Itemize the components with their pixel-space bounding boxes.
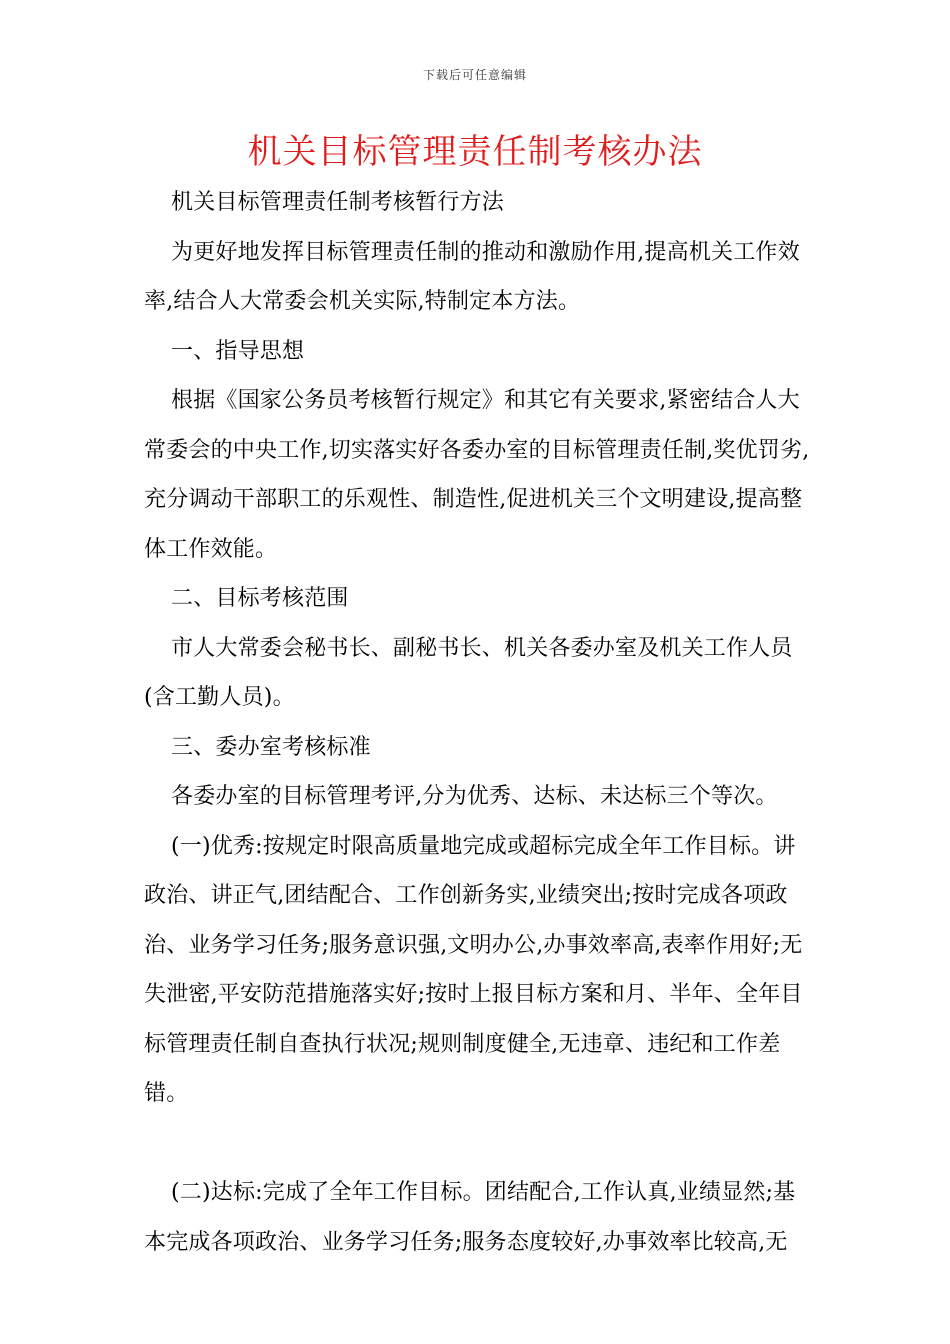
section-heading-3: 三、委办室考核标准 (171, 734, 371, 760)
section-heading-2: 二、目标考核范围 (171, 586, 349, 611)
section-3-paragraph: 各委办室的目标管理考评,分为优秀、达标、未达标三个等次。 (171, 784, 778, 809)
section-2-paragraph: 市人大常委会秘书长、副秘书长、机关各委办室及机关工作人员(含工勤人员)。 (144, 635, 793, 710)
section-1-paragraph: 根据《国家公务员考核暂行规定》和其它有关要求,紧密结合人大常委会的中央工作,切实落实好各委办室的目标管理责任制,奖优罚劣,充分调动干部职工的乐观性、制造性,促进机关三个文明建设,提高整体工作效能。 (144, 388, 810, 562)
paragraph-spacer (144, 1119, 812, 1169)
intro-paragraph: 为更好地发挥目标管理责任制的推动和激励作用,提高机关工作效率,结合人大常委会机关实际,特制定本方法。 (144, 239, 800, 314)
standard-criteria-paragraph: (二)达标:完成了全年工作目标。团结配合,工作认真,业绩显然;基本完成各项政治、业务学习任务;服务态度较好,办事效率比较高,无 (144, 1180, 796, 1255)
subtitle-paragraph: 机关目标管理责任制考核暂行方法 (171, 190, 505, 215)
section-heading-1: 一、指导思想 (171, 338, 305, 364)
excellent-criteria-paragraph: (一)优秀:按规定时限高质量地完成或超标完成全年工作目标。讲政治、讲正气,团结配合、工作创新务实,业绩突出;按时完成各项政治、业务学习任务;服务意识强,文明办公,办事效率高,表率作用好;无失泄密,平安防范措施落实好;按时上报目标方案和月、半年、全年目标管理责任制自查执行状况;规则制度健全,无违章、违纪和工作差错。 (144, 833, 803, 1106)
header-note: 下载后可任意编辑 (422, 68, 527, 82)
document-title: 机关目标管理责任制考核办法 (247, 132, 703, 172)
document-body (144, 178, 812, 1267)
